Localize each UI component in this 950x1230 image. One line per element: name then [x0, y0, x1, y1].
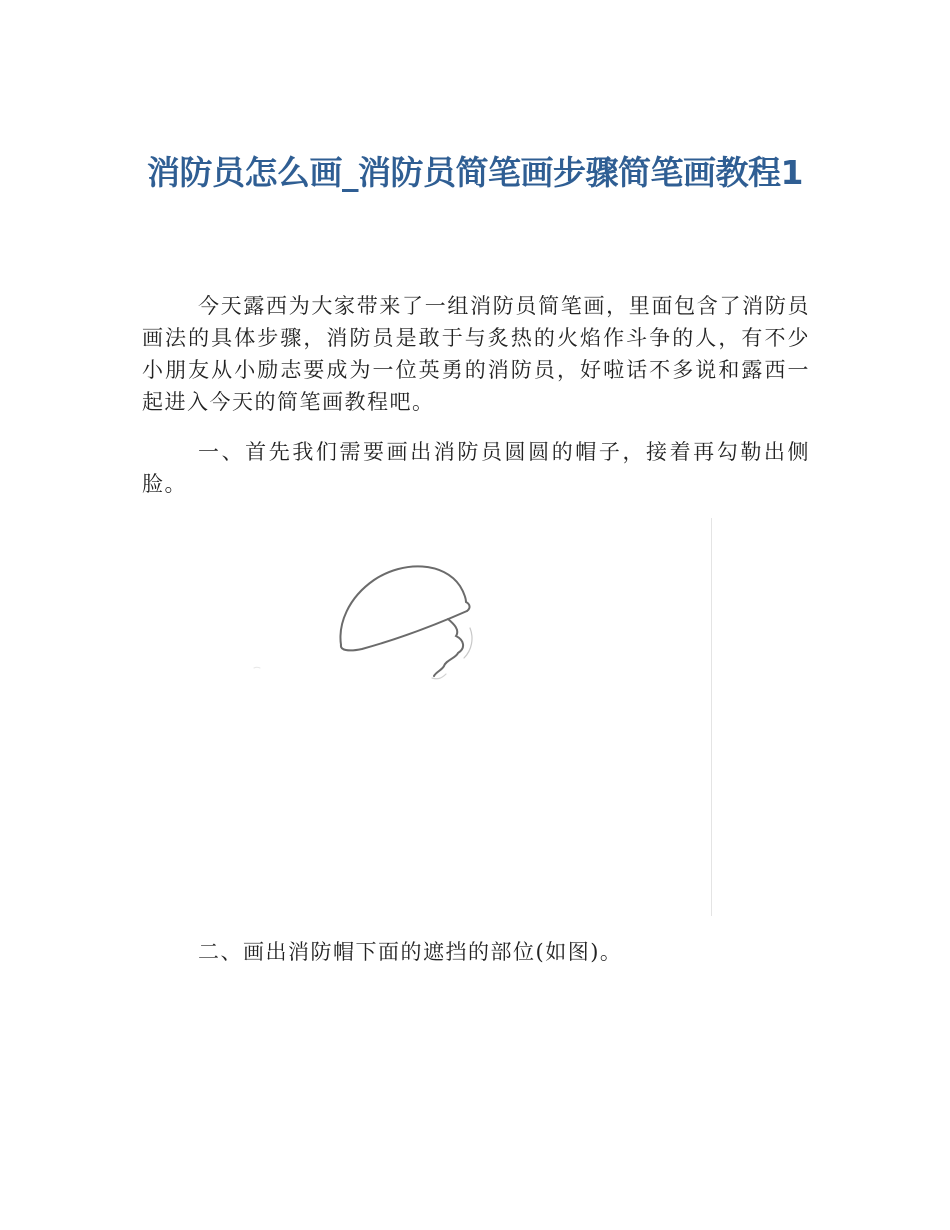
- step-two-paragraph: 二、画出消防帽下面的遮挡的部位(如图)。: [198, 940, 623, 964]
- firefighter-helmet-sketch-icon: [142, 518, 714, 916]
- step-one-paragraph: 一、首先我们需要画出消防员圆圆的帽子，接着再勾勒出侧脸。: [142, 440, 810, 496]
- intro-paragraph: 今天露西为大家带来了一组消防员简笔画，里面包含了消防员画法的具体步骤，消防员是敢于与炙热的火焰作斗争的人，有不少小朋友从小励志要成为一位英勇的消防员，好啦话不多说和露西一起进入今天的简笔画教程吧。: [142, 294, 810, 414]
- step-one-illustration: [142, 518, 714, 916]
- page-title: 消防员怎么画_消防员简笔画步骤简笔画教程1: [147, 153, 803, 192]
- figure-edge-line: [711, 518, 712, 916]
